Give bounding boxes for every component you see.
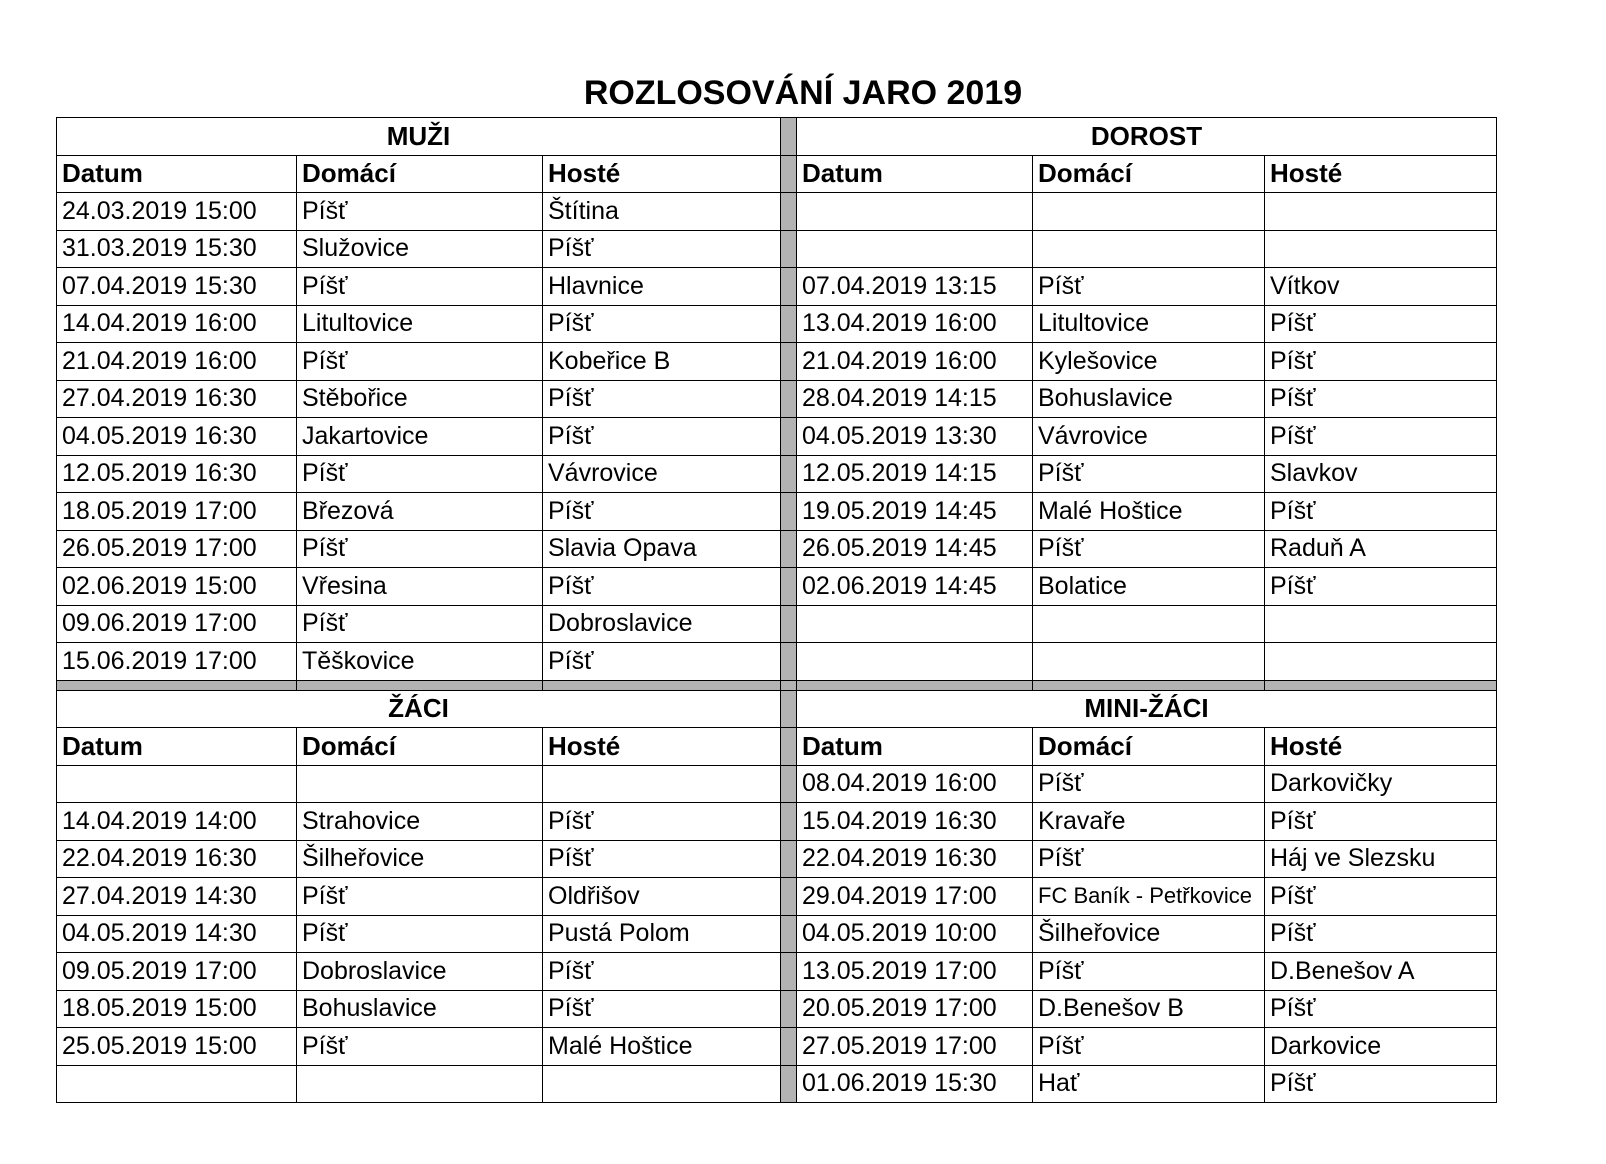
date-cell: 01.06.2019 15:30 — [797, 1065, 1033, 1103]
column-header-datum: Datum — [57, 728, 297, 766]
table-row — [57, 1028, 1497, 1066]
table-row — [57, 878, 1497, 916]
column-header-hoste: Hosté — [1265, 155, 1497, 193]
date-cell: 29.04.2019 17:00 — [797, 878, 1033, 916]
home-team-cell — [1033, 605, 1265, 643]
away-team-cell: Slavkov — [1265, 455, 1497, 493]
date-cell: 27.04.2019 14:30 — [57, 878, 297, 916]
column-header-datum: Datum — [797, 155, 1033, 193]
home-team-cell: Březová — [297, 493, 543, 531]
away-team-cell: Dobroslavice — [543, 605, 781, 643]
date-cell: 04.05.2019 14:30 — [57, 915, 297, 953]
date-cell: 02.06.2019 15:00 — [57, 568, 297, 606]
date-cell: 15.04.2019 16:30 — [797, 803, 1033, 841]
home-team-cell: Píšť — [297, 530, 543, 568]
away-team-cell: Píšť — [543, 990, 781, 1028]
away-team-cell: Píšť — [543, 230, 781, 268]
date-cell — [57, 1065, 297, 1103]
home-team-cell: Píšť — [1033, 1028, 1265, 1066]
table-row — [57, 765, 1497, 803]
home-team-cell: Vávrovice — [1033, 418, 1265, 456]
date-cell — [57, 765, 297, 803]
column-separator — [781, 765, 797, 803]
section-title-dorost: DOROST — [797, 118, 1497, 156]
date-cell: 14.04.2019 14:00 — [57, 803, 297, 841]
away-team-cell: Píšť — [1265, 568, 1497, 606]
column-separator — [781, 990, 797, 1028]
home-team-cell: Píšť — [1033, 530, 1265, 568]
date-cell: 14.04.2019 16:00 — [57, 305, 297, 343]
home-team-cell: Kravaře — [1033, 803, 1265, 841]
column-separator — [781, 455, 797, 493]
date-cell: 21.04.2019 16:00 — [797, 343, 1033, 381]
page-title: ROZLOSOVÁNÍ JARO 2019 — [583, 74, 1023, 112]
table-row — [57, 193, 1497, 231]
date-cell — [797, 643, 1033, 681]
table-row — [57, 230, 1497, 268]
date-cell: 22.04.2019 16:30 — [57, 840, 297, 878]
home-team-cell — [1033, 643, 1265, 681]
date-cell: 13.04.2019 16:00 — [797, 305, 1033, 343]
row-separator-cell — [57, 680, 297, 690]
away-team-cell: Píšť — [543, 803, 781, 841]
column-separator — [781, 1028, 797, 1066]
date-cell: 13.05.2019 17:00 — [797, 953, 1033, 991]
away-team-cell: Píšť — [543, 840, 781, 878]
home-team-cell: Píšť — [297, 193, 543, 231]
date-cell: 28.04.2019 14:15 — [797, 380, 1033, 418]
home-team-cell: Píšť — [297, 915, 543, 953]
away-team-cell: Štítina — [543, 193, 781, 231]
date-cell: 18.05.2019 17:00 — [57, 493, 297, 531]
row-separator — [57, 680, 1497, 690]
column-separator — [781, 953, 797, 991]
away-team-cell: Píšť — [1265, 990, 1497, 1028]
date-cell — [797, 193, 1033, 231]
table-row — [57, 530, 1497, 568]
home-team-cell: Litultovice — [1033, 305, 1265, 343]
home-team-cell: Píšť — [1033, 953, 1265, 991]
date-cell: 26.05.2019 17:00 — [57, 530, 297, 568]
date-cell — [797, 605, 1033, 643]
date-cell: 22.04.2019 16:30 — [797, 840, 1033, 878]
home-team-cell: Píšť — [1033, 455, 1265, 493]
column-separator — [781, 690, 797, 728]
column-separator — [781, 568, 797, 606]
home-team-cell: Píšť — [1033, 840, 1265, 878]
away-team-cell: Píšť — [543, 568, 781, 606]
home-team-cell: Šilheřovice — [297, 840, 543, 878]
column-separator — [781, 193, 797, 231]
date-cell: 12.05.2019 16:30 — [57, 455, 297, 493]
date-cell: 25.05.2019 15:00 — [57, 1028, 297, 1066]
away-team-cell: Darkovice — [1265, 1028, 1497, 1066]
table-row — [57, 455, 1497, 493]
home-team-cell: Píšť — [297, 268, 543, 306]
home-team-cell: Stěbořice — [297, 380, 543, 418]
column-separator — [781, 530, 797, 568]
date-cell: 04.05.2019 16:30 — [57, 418, 297, 456]
home-team-cell: Šilheřovice — [1033, 915, 1265, 953]
column-header-hoste: Hosté — [543, 728, 781, 766]
column-separator — [781, 728, 797, 766]
away-team-cell: Píšť — [1265, 803, 1497, 841]
date-cell: 12.05.2019 14:15 — [797, 455, 1033, 493]
column-separator — [781, 605, 797, 643]
home-team-cell: Jakartovice — [297, 418, 543, 456]
column-header-domaci: Domácí — [297, 155, 543, 193]
away-team-cell: Píšť — [1265, 418, 1497, 456]
home-team-cell: Bohuslavice — [1033, 380, 1265, 418]
away-team-cell — [543, 765, 781, 803]
column-separator — [781, 878, 797, 916]
date-cell: 02.06.2019 14:45 — [797, 568, 1033, 606]
column-separator — [781, 493, 797, 531]
away-team-cell: Píšť — [543, 953, 781, 991]
date-cell: 26.05.2019 14:45 — [797, 530, 1033, 568]
away-team-cell: Pustá Polom — [543, 915, 781, 953]
away-team-cell: Raduň A — [1265, 530, 1497, 568]
away-team-cell: Oldřišov — [543, 878, 781, 916]
away-team-cell: Píšť — [1265, 343, 1497, 381]
column-separator — [781, 643, 797, 681]
section-header-row — [57, 690, 1497, 728]
home-team-cell: Bolatice — [1033, 568, 1265, 606]
home-team-cell — [297, 1065, 543, 1103]
home-team-cell: Bohuslavice — [297, 990, 543, 1028]
away-team-cell — [1265, 230, 1497, 268]
table-row — [57, 840, 1497, 878]
home-team-cell: Píšť — [297, 455, 543, 493]
column-header-domaci: Domácí — [297, 728, 543, 766]
away-team-cell: Píšť — [543, 493, 781, 531]
date-cell — [797, 230, 1033, 268]
home-team-cell: Píšť — [1033, 765, 1265, 803]
date-cell: 07.04.2019 15:30 — [57, 268, 297, 306]
home-team-cell: Malé Hoštice — [1033, 493, 1265, 531]
home-team-cell: Těškovice — [297, 643, 543, 681]
away-team-cell: Vítkov — [1265, 268, 1497, 306]
home-team-cell: Hať — [1033, 1065, 1265, 1103]
column-separator — [781, 380, 797, 418]
column-header-domaci: Domácí — [1033, 155, 1265, 193]
away-team-cell: Píšť — [1265, 380, 1497, 418]
table-row — [57, 493, 1497, 531]
column-header-datum: Datum — [797, 728, 1033, 766]
home-team-cell — [297, 765, 543, 803]
away-team-cell — [1265, 605, 1497, 643]
date-cell: 19.05.2019 14:45 — [797, 493, 1033, 531]
home-team-cell: Strahovice — [297, 803, 543, 841]
column-header-hoste: Hosté — [543, 155, 781, 193]
date-cell: 31.03.2019 15:30 — [57, 230, 297, 268]
home-team-cell: Služovice — [297, 230, 543, 268]
row-separator-cell — [543, 680, 781, 690]
table-row — [57, 305, 1497, 343]
column-separator — [781, 840, 797, 878]
home-team-cell — [1033, 193, 1265, 231]
date-cell: 27.05.2019 17:00 — [797, 1028, 1033, 1066]
section-header-row — [57, 118, 1497, 156]
away-team-cell — [1265, 643, 1497, 681]
date-cell: 09.05.2019 17:00 — [57, 953, 297, 991]
row-separator-cell — [797, 680, 1033, 690]
home-team-cell — [1033, 230, 1265, 268]
date-cell: 20.05.2019 17:00 — [797, 990, 1033, 1028]
away-team-cell: Píšť — [543, 380, 781, 418]
date-cell: 04.05.2019 10:00 — [797, 915, 1033, 953]
away-team-cell: Malé Hoštice — [543, 1028, 781, 1066]
home-team-cell: Píšť — [297, 1028, 543, 1066]
table-row — [57, 343, 1497, 381]
away-team-cell — [543, 1065, 781, 1103]
row-separator-cell — [297, 680, 543, 690]
away-team-cell: Píšť — [543, 643, 781, 681]
column-header-datum: Datum — [57, 155, 297, 193]
date-cell: 09.06.2019 17:00 — [57, 605, 297, 643]
away-team-cell: Slavia Opava — [543, 530, 781, 568]
column-separator — [781, 305, 797, 343]
date-cell: 08.04.2019 16:00 — [797, 765, 1033, 803]
table-row — [57, 380, 1497, 418]
away-team-cell: Píšť — [1265, 878, 1497, 916]
away-team-cell: Píšť — [1265, 493, 1497, 531]
date-cell: 07.04.2019 13:15 — [797, 268, 1033, 306]
column-separator — [781, 343, 797, 381]
table-row — [57, 915, 1497, 953]
table-row — [57, 643, 1497, 681]
date-cell: 18.05.2019 15:00 — [57, 990, 297, 1028]
table-row — [57, 990, 1497, 1028]
away-team-cell: Vávrovice — [543, 455, 781, 493]
date-cell: 04.05.2019 13:30 — [797, 418, 1033, 456]
home-team-cell: Kylešovice — [1033, 343, 1265, 381]
home-team-cell: FC Baník - Petřkovice — [1033, 878, 1265, 916]
date-cell: 21.04.2019 16:00 — [57, 343, 297, 381]
section-title-mini-zaci: MINI-ŽÁCI — [797, 690, 1497, 728]
column-header-row — [57, 155, 1497, 193]
away-team-cell: Kobeřice B — [543, 343, 781, 381]
table-row — [57, 1065, 1497, 1103]
home-team-cell: Píšť — [297, 878, 543, 916]
home-team-cell: Píšť — [1033, 268, 1265, 306]
date-cell: 24.03.2019 15:00 — [57, 193, 297, 231]
column-header-hoste: Hosté — [1265, 728, 1497, 766]
row-separator-cell — [1265, 680, 1497, 690]
away-team-cell: Píšť — [543, 418, 781, 456]
row-separator-cell — [781, 680, 797, 690]
away-team-cell: Píšť — [1265, 305, 1497, 343]
away-team-cell: Darkovičky — [1265, 765, 1497, 803]
table-row — [57, 605, 1497, 643]
table-row — [57, 803, 1497, 841]
away-team-cell: D.Benešov A — [1265, 953, 1497, 991]
away-team-cell: Píšť — [1265, 915, 1497, 953]
home-team-cell: Píšť — [297, 343, 543, 381]
column-separator — [781, 230, 797, 268]
section-title-zaci: ŽÁCI — [57, 690, 781, 728]
away-team-cell: Píšť — [543, 305, 781, 343]
section-title-muzi: MUŽI — [57, 118, 781, 156]
column-separator — [781, 1065, 797, 1103]
column-header-row — [57, 728, 1497, 766]
column-separator — [781, 118, 797, 156]
away-team-cell: Hlavnice — [543, 268, 781, 306]
home-team-cell: Dobroslavice — [297, 953, 543, 991]
table-row — [57, 953, 1497, 991]
column-header-domaci: Domácí — [1033, 728, 1265, 766]
home-team-cell: Vřesina — [297, 568, 543, 606]
home-team-cell: D.Benešov B — [1033, 990, 1265, 1028]
home-team-cell: Píšť — [297, 605, 543, 643]
home-team-cell: Litultovice — [297, 305, 543, 343]
away-team-cell: Píšť — [1265, 1065, 1497, 1103]
table-row — [57, 268, 1497, 306]
column-separator — [781, 418, 797, 456]
away-team-cell — [1265, 193, 1497, 231]
table-row — [57, 568, 1497, 606]
away-team-cell: Háj ve Slezsku — [1265, 840, 1497, 878]
row-separator-cell — [1033, 680, 1265, 690]
column-separator — [781, 915, 797, 953]
date-cell: 27.04.2019 16:30 — [57, 380, 297, 418]
column-separator — [781, 268, 797, 306]
table-row — [57, 418, 1497, 456]
date-cell: 15.06.2019 17:00 — [57, 643, 297, 681]
column-separator — [781, 155, 797, 193]
column-separator — [781, 803, 797, 841]
schedule-table — [56, 117, 1497, 1103]
